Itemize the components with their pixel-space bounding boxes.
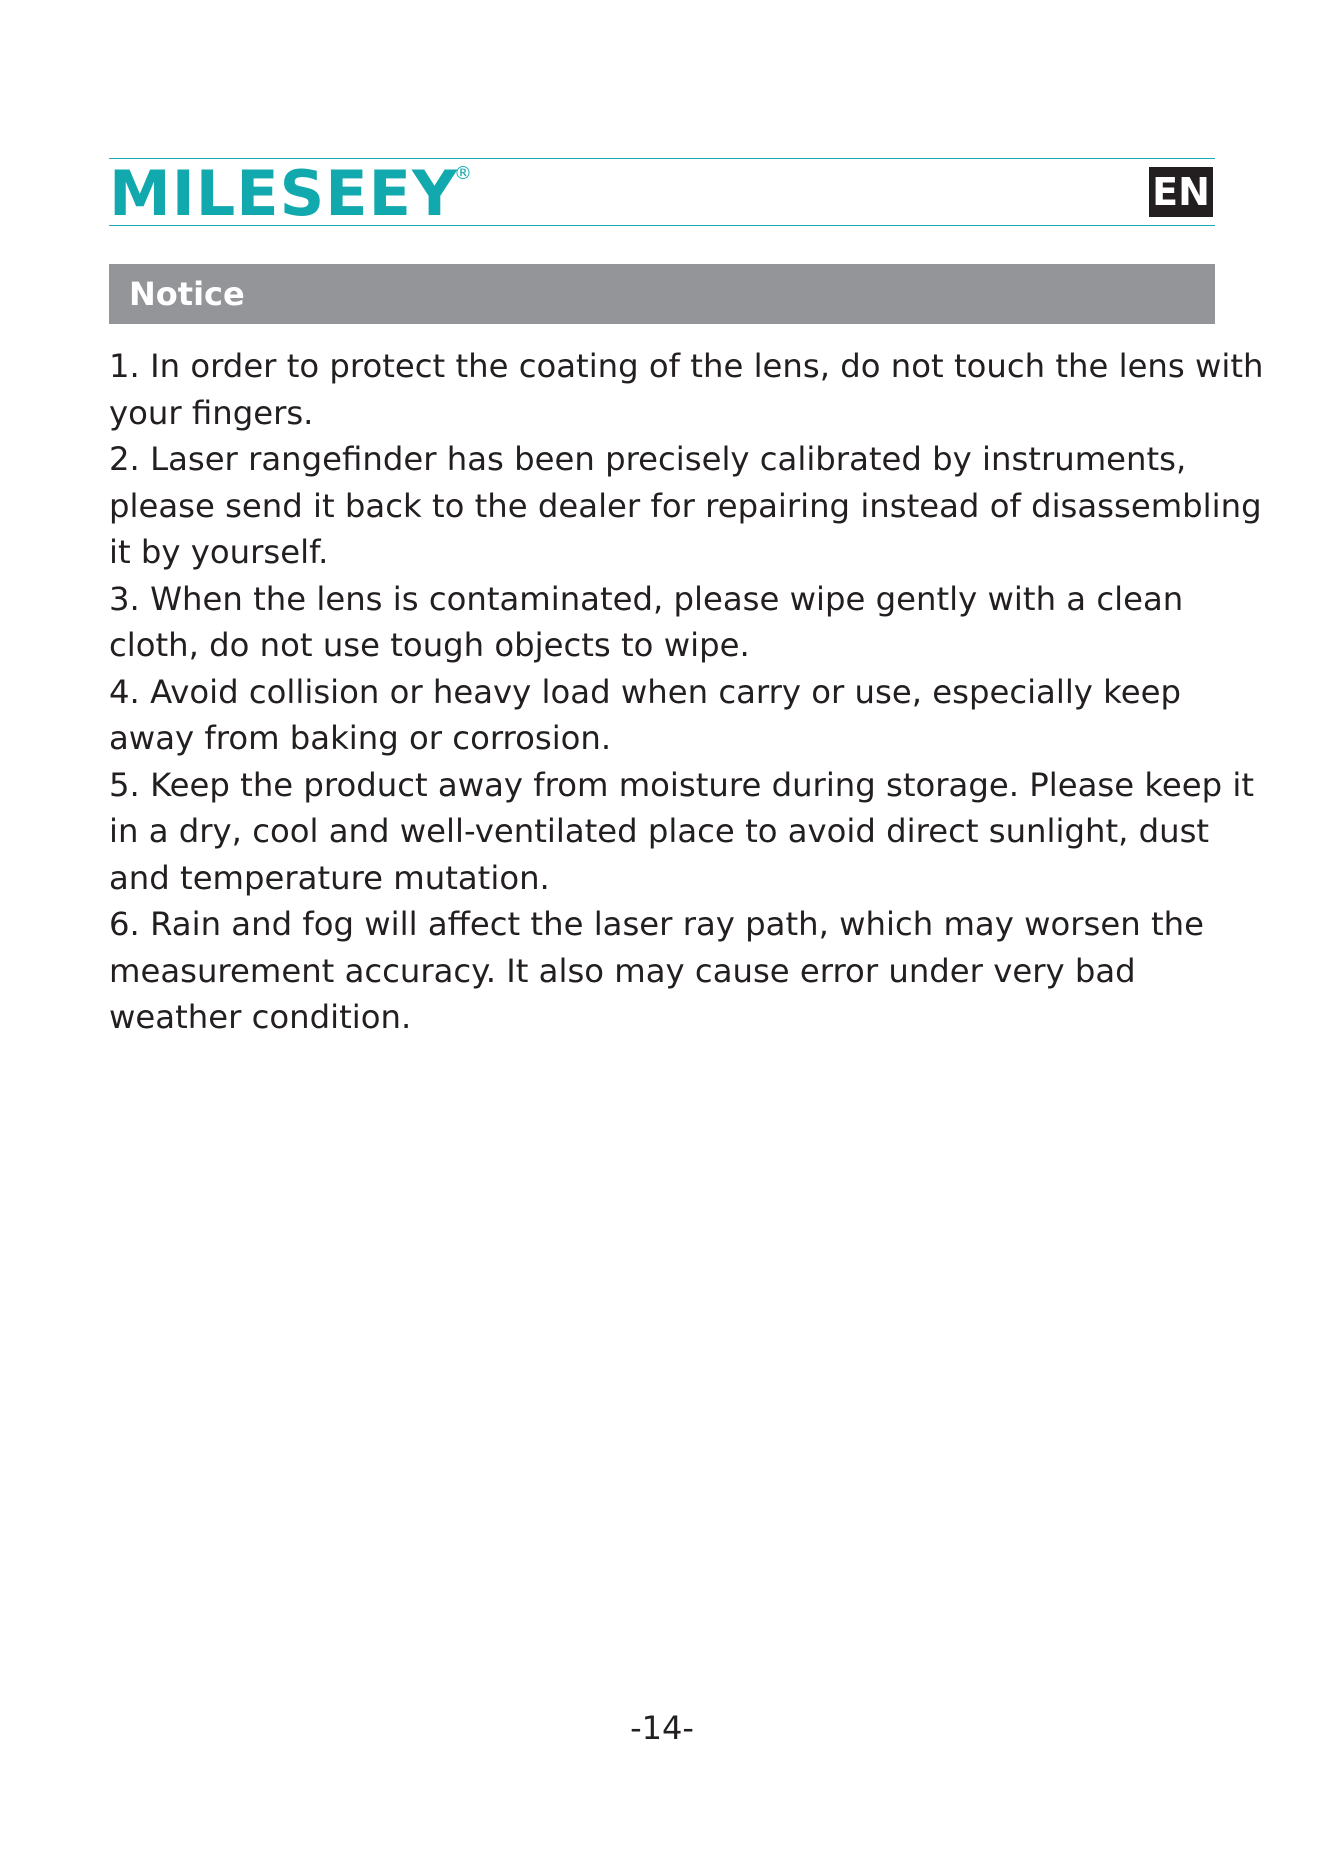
notice-line: your fingers. [109, 393, 314, 432]
notice-item [109, 436, 1262, 576]
notice-item [109, 343, 1264, 436]
notice-line: measurement accuracy. It also may cause error under very bad [109, 951, 1136, 990]
notice-line: weather condition. [109, 998, 412, 1036]
notice-line: away from baking or corrosion. [109, 719, 612, 757]
notice-item [109, 762, 1255, 902]
notice-item [109, 669, 1219, 762]
page-header [109, 157, 1215, 230]
notice-line: in a dry, cool and well-ventilated place to avoid direct sunlight, dust [109, 812, 1210, 850]
notice-line: it by yourself. [109, 533, 329, 571]
notice-line: 5. Keep the product away from moisture during storage. Please keep it [109, 765, 1255, 804]
notice-line: 2. Laser rangefinder has been precisely calibrated by instruments, [109, 440, 1187, 478]
registered-mark: ® [454, 163, 472, 184]
notice-line: 4. Avoid collision or heavy load when carry or use, especially keep [109, 672, 1181, 711]
notice-line: cloth, do not use tough objects to wipe. [109, 626, 750, 664]
page-number: -14- [630, 1709, 694, 1747]
section-header [109, 264, 1215, 324]
brand-logo: MILESEEY [109, 157, 458, 230]
section-title: Notice [129, 275, 245, 313]
notice-line: 3. When the lens is contaminated, please wipe gently with a clean [109, 579, 1184, 618]
notice-list [109, 343, 1264, 1041]
notice-item [109, 576, 1219, 669]
notice-line: 1. In order to protect the coating of the lens, do not touch the lens with [109, 347, 1264, 385]
notice-line: 6. Rain and fog will affect the laser ray path, which may worsen the [109, 905, 1204, 943]
notice-line: and temperature mutation. [109, 858, 550, 897]
language-badge: EN [1149, 167, 1213, 217]
notice-item [109, 901, 1219, 1041]
notice-line: please send it back to the dealer for repairing instead of disassembling [109, 486, 1262, 525]
